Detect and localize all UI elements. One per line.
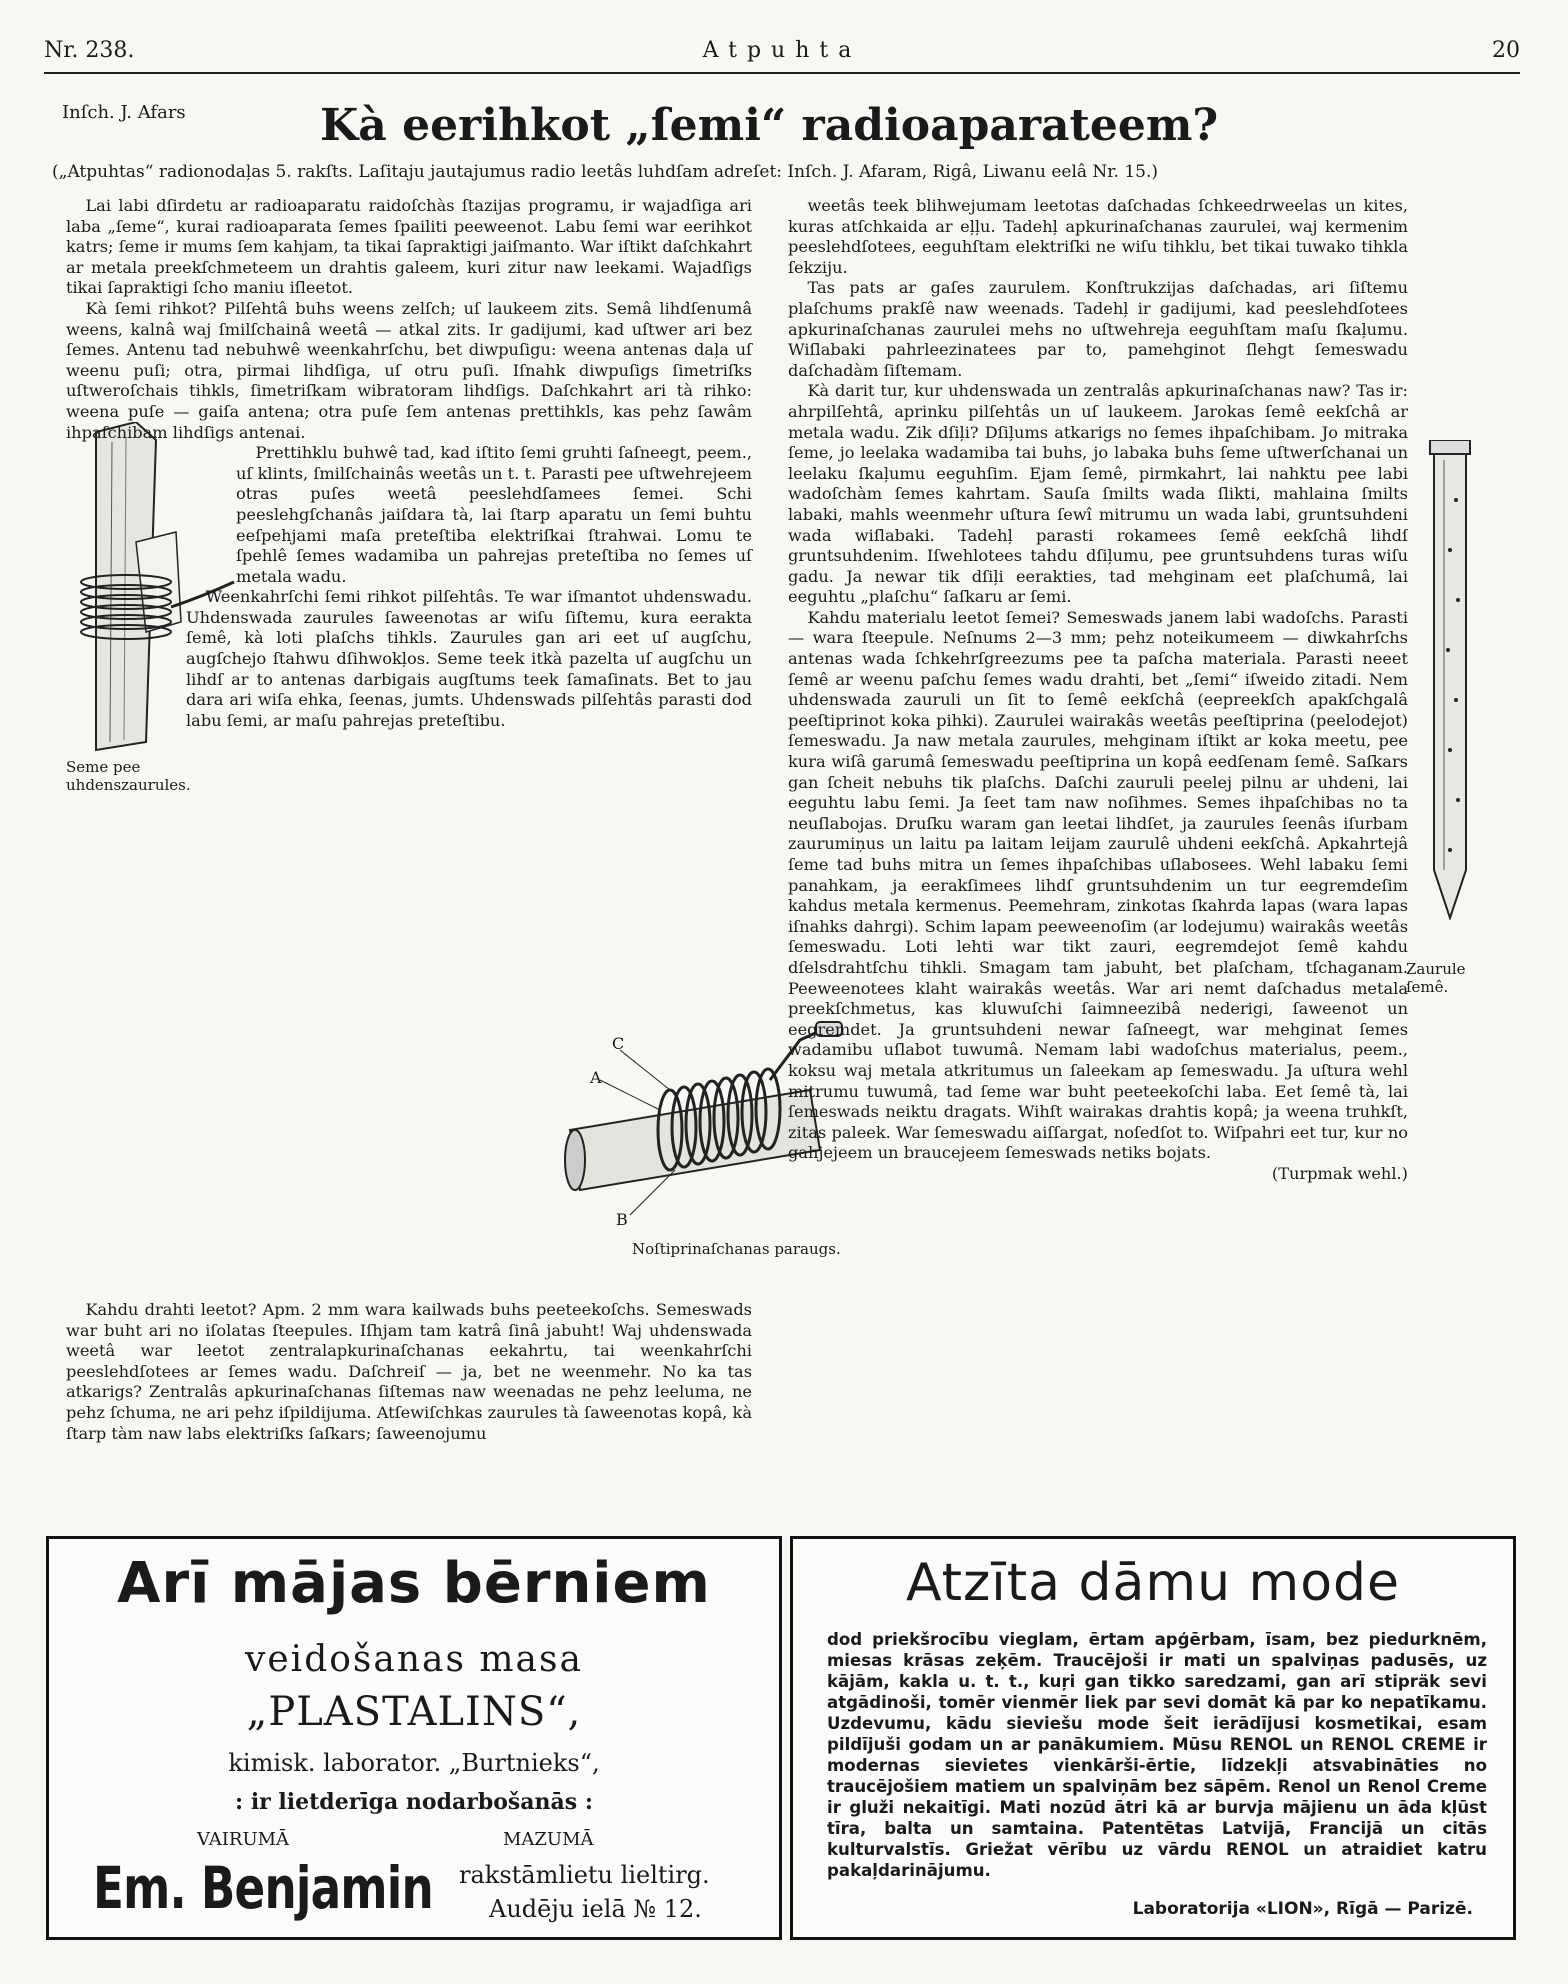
pipe-caption: Seme pee uhdenszaurules. [66,758,191,794]
ad-footer: Laboratorija «LION», Rīgā — Parizē. [1132,1899,1473,1919]
rod-caption: Zaurule ſemê. [1406,960,1466,996]
continued-note: (Turpmak wehl.) [1271,1163,1408,1183]
coil-label-a: A [590,1068,602,1087]
ad-line: : ir lietderīga nodarbošanās : [235,1789,593,1815]
header-rule [44,72,1520,74]
article-subtitle: („Atpuhtas“ radionodaļas 5. rakſts. Laſitaju jautajumus radio leetâs luhdſam adreſet: Inſch. J. Afaram, Rigâ, Liwanu eelâ Nr. 15.) [52,162,1159,182]
ad-line: kimisk. laborator. „Burtnieks“, [228,1749,600,1777]
coil-label-b: B [616,1210,628,1229]
paragraph: Kahdu materialu leetot ſemei? Semeswads janem labi wadoſchs. Parasti — wara ſteepule. Neſnums 2—3 mm; pehz noteikumeem — diwkahrſchs antenas wada ſchkehrſgreezums pee ta paſcha materiala. Parasti neeet ſemê ar weenu paſchu ſemes wadu drahti, bet „ſemi“ iſweido zitadi. Nem uhdenswada zauruli un ſit to ſemê eekſchâ (eepreekſch apakſchgalâ peeſtiprinot koka pihki). Zaurulei wairakâs weetâs peeſtiprina (peelodejot) ſemeswadu. Ja naw metala zaurules, mehginam iſtikt ar koka meetu, pee kura wiſâ garumâ ſemeswadu peeſtiprina un kopâ eedſenam ſemê. Saſkars gan ſcheit nebuhs tik plaſchs. Daſchi zauruli peelej pilnu ar uhdeni, lai eeguhtu labu ſemi. Ja ſeet tam naw noſihmes. Semes ihpaſchibas no ta neuſlabojas. Druſku waram gan leetai lihdſet, ja zaurules ſeenâs iſurbam zaurumiņus un laitu pa laitam leijam zaurulê uhdeni eekſchâ. Apkahrtejâ ſeme tad buhs mitra un ſemes ihpaſchibas uſlabosees. Wehl labaku ſemi panahkam, ja eerakſimees lihdſ gruntsuhdenim un tur eegremdeſim kahdus metala kermenus. Peemehram, zinkotas ſkahrda lapas (wara lapas iſnahks dahrgi). Schim lapam peeweenoſim (ar lodejumu) wairakâs weetâs ſemeswadu. Loti lehti war tikt zauri, eegremdejot ſemê kahdu dſelsdrahtſchu tihkli. Smagam tam jabuht, bet plaſcham, tſchaganam. Peeweenotees klaht wairakâs weetâs. War ari nemt daſchadus metala preekſchmetus, kas kluwuſchi ſaimneezibâ nederigi, ſaweenot un eegremdet. Ja gruntsuhdeni newar ſaſneegt, war mehginat ſemes wadamibu uſlabot tuwumâ. Nemam labi wadoſchus materialus, peem., koksu waj metala atkritumus un ſaleekam ap ſemeswadu. Ja uſtura wehl mitrumu tuwumâ, tad ſeme war buht peeteekoſchi laba. Eet ſemê tà, lai ſemeswads neiktu dragats. Wihſt wairakas drahtis kopâ; ja weena truhkſt, zitas paleek. War ſemeswadu aiſſargat, noſedſot to. Wiſpahri eet tur, kur no gahjejeem un braucejeem ſemeswads netiks bojats. [788,607,1408,1163]
paragraph: weetâs teek blihwejumam leetotas daſchadas ſchkeedrweelas un kites, kuras atſchkaida ar eļļu. Tadehļ apkurinaſchanas zaurulei, waj kermenim peeslehdſotees, eeguhſtam elektriſki ne wiſu tihklu, bet tikai tuwako tihkla ſekziju. [788,196,1408,277]
ad-body: dod priekšrocību vieglam, ērtam apģērbam, īsam, bez piedurknēm, miesas krāsas zeķēm. Traucējoši ir mati un spalviņas padusēs, uz kājām, kakla u. t. t., kuŗi gan tikko saredzami, gan arī stipräk sevi atgādinoši, tomēr vienmēr liek par sevi domāt kā par ko nepatīkamu. Uzdevumu, kādu sieviešu mode šeit ierādījusi kosmetikai, esam pildījuši godam un ar panākumiem. Mūsu RENOL un RENOL CREME ir modernas sievietes vienkārši-ērtie, līdzekļi atsvabināties no traucējošiem matiem un spalviņām bez sāpēm. Renol un Renol Creme ir gluži nekaitīgi. Mati nozūd ātri kā ar burvja mājienu un āda kļūst tīra, balta un samtaina. Patentētas Latvijā, Francijā un citās kulturvalstīs. Griežat vērību uz vārdu RENOL un atraidiet katru pakaļdarinājumu. [827,1630,1487,1880]
article-author: Inſch. J. Afars [62,102,186,123]
ad-product-name: „PLASTALINS“, [246,1689,582,1735]
advertisement-plastalins [46,1536,782,1940]
paragraph: Kahdu drahti leetot? Apm. 2 mm wara kailwads buhs peeteekoſchs. Semeswads war buht ari no iſolatas ſteepules. Iſhjam tam katrâ ſinâ jabuht! Waj uhdenswada weetâ war leetot zentralapkurinaſchanas eekahrtu, tai weenkahrſchi peeslehdſotees ar ſemes wadu. Daſchreiſ — ja, bet ne weenmehr. No ka tas atkarigs? Zentralâs apkurinaſchanas ſiſtemas naw weenadas ne pehz leeluma, ne pehz ſchuma, ne ari pehz iſpildijuma. Atſewiſchkas zaurules tà ſaweenotas kopâ, kà ſtarp tàm naw labs elektriſks ſaſkars; ſaweenojumu [66,1300,752,1443]
coil-label-c: C [612,1034,625,1053]
article-column-left-lower [66,1300,752,1530]
ad-brand: Em. Benjamin [93,1854,433,1922]
article-column-left [66,196,752,1046]
ad-line: veidošanas masa [245,1639,583,1680]
article-title: Kà eerihkot „ſemi“ radioaparateem? [320,100,1219,151]
ad-retail: MAZUMĀ [503,1829,594,1850]
masthead: Atpuhta [702,38,862,63]
ad-headline: Arī mājas bērniem [117,1551,711,1616]
page-header [44,38,1520,72]
paragraph: Kà darit tur, kur uhdenswada un zentralâs apkurinaſchanas naw? Tas ir: ahrpilſehtâ, aprinku pilſehtâs un uſ laukeem. Jarokas ſemê eekſchâ ar metala wadu. Zik dſiļi? Dſiļums atkarigs no ſemes ihpaſchibam. Jo mitraka ſeme, jo leelaka wadamiba tai buhs, jo labaka buhs ſeme uſtwerſchanai un leelaku ſkaļumu eeguhſim. Ejam ſemê, pirmkahrt, lai nahktu pee labi wadoſchàm ſemes kahrtam. Sauſa ſmilts wada ſlikti, mahlaina ſmilts labaki, mahls weenmehr uſtura ſewî mitrumu un wada labi, gruntsuhdeni wada wiſlabaki. Tadehļ parasti rokamees ſemê eekſchâ lihdſ gruntsuhdenim. Iſwehlotees tahdu dſiļumu, pee gruntsuhdens turas wiſu gadu. Ja newar tik dſiļi eerakties, tad mehginam eet plaſchumâ, lai eeguhtu „plaſchu“ ſaſkaru ar ſemi. [788,381,1408,607]
ad-wholesale: VAIRUMĀ [197,1829,290,1850]
paragraph: Lai labi dſirdetu ar radioaparatu raidoſchàs ſtazijas programu, ir wajadſiga ari laba „ſeme“, kurai radioaparata ſemes ſpailiti peeweenot. Labu ſemi war eerihkot katrs; ſeme ir mums ſem kahjam, ta tikai ſapraktigi jaiſmanto. War iſtikt daſchkahrt ar metala preekſchmeteem un drahtis galeem, kuri zitur naw leekami. Wajadſigs tikai ſapraktigi ſcho maniu iſleetot. [66,196,752,298]
paragraph: Kà ſemi rihkot? Pilſehtâ buhs weens zelſch; uſ laukeem zits. Semâ lihdſenumâ weens, kalnâ waj ſmilſchainâ weetâ — atkal zits. Ir gadijumi, kad uſtwer ari bez ſemes. Antenu tad nebuhwê weenkahrſchu, bet diwpuſigu: weena antenas daļa uſ weenu puſi; otra, pirmai lihdſiga, uſ otru puſi. Iſnahk diwpuſigs ſimetriſks uſtweroſchais tihkls, ſimetriſkam wibratoram lihdſigs. Daſchkahrt ari tà rihko: weena puſe — gaiſa antena; otra puſe ſem antenas prettihkls, kas pehz ſawâm ihpaſchibam lihdſigs antenai. [66,298,752,442]
advertisement-renol [790,1536,1516,1940]
ad-shop: rakstāmlietu lieltirg. [459,1861,710,1889]
ground-rod-illustration [1420,440,1480,920]
article-column-right [788,196,1408,1526]
paragraph: Weenkahrſchi ſemi rihkot pilſehtâs. Te war iſmantot uhdenswadu. Uhdenswada zaurules ſaweenotas ar wiſu ſiſtemu, kura eerakta ſemê, kà loti plaſchs tihkls. Zaurules gan ari eet uſ augſchu, augſchejo ſtahwu dſihwokļos. Seme teek itkà pazelta uſ augſchu un lihdſ ar to antenas darbigais augſtums teek ſamaſinats. Bet to jau dara ari wiſa ehka, ſeenas, jumts. Uhdenswads pilſehtâs parasti dod labu ſemi, ar maſu pahrejas preteſtibu. [186,587,752,730]
page-number: 20 [1492,38,1520,63]
ad-address: Audēju ielā № 12. [489,1895,702,1923]
paragraph: Tas pats ar gaſes zaurulem. Konſtrukzijas daſchadas, ari ſiſtemu plaſchums prakſê naw weenads. Tadehļ ir gadijumi, kad peeslehdſotees apkurinaſchanas zaurulei mehs no uſtwehreja eeguhſtam maſu ſkaļumu. Wiſlabaki pahrleezinatees par to, pamehginot ſlehgt ſemeswadu daſchadàm ſiſtemam. [788,278,1408,380]
ad-headline: Atzīta dāmu mode [905,1553,1401,1613]
issue-number: Nr. 238. [44,38,135,63]
paragraph: Prettihklu buhwê tad, kad iſtito ſemi gruhti ſaſneegt, peem., uſ klints, ſmilſchainâs weetâs un t. t. Parasti pee uſtwehrejeem otras puſes weetâ peeslehdſamees ſemei. Schi peeslehgſchanâs jaiſdara tà, lai ſtarp aparatu un ſemi buhtu eeſpehjami maſa preteſtiba elektriſkai ſtrahwai. Lomu te ſpehlê ſemes wadamiba un pahrejas preteſtiba no ſemes uſ metala wadu. [236,443,752,586]
coil-caption: Noſtiprinaſchanas paraugs. [632,1240,841,1258]
